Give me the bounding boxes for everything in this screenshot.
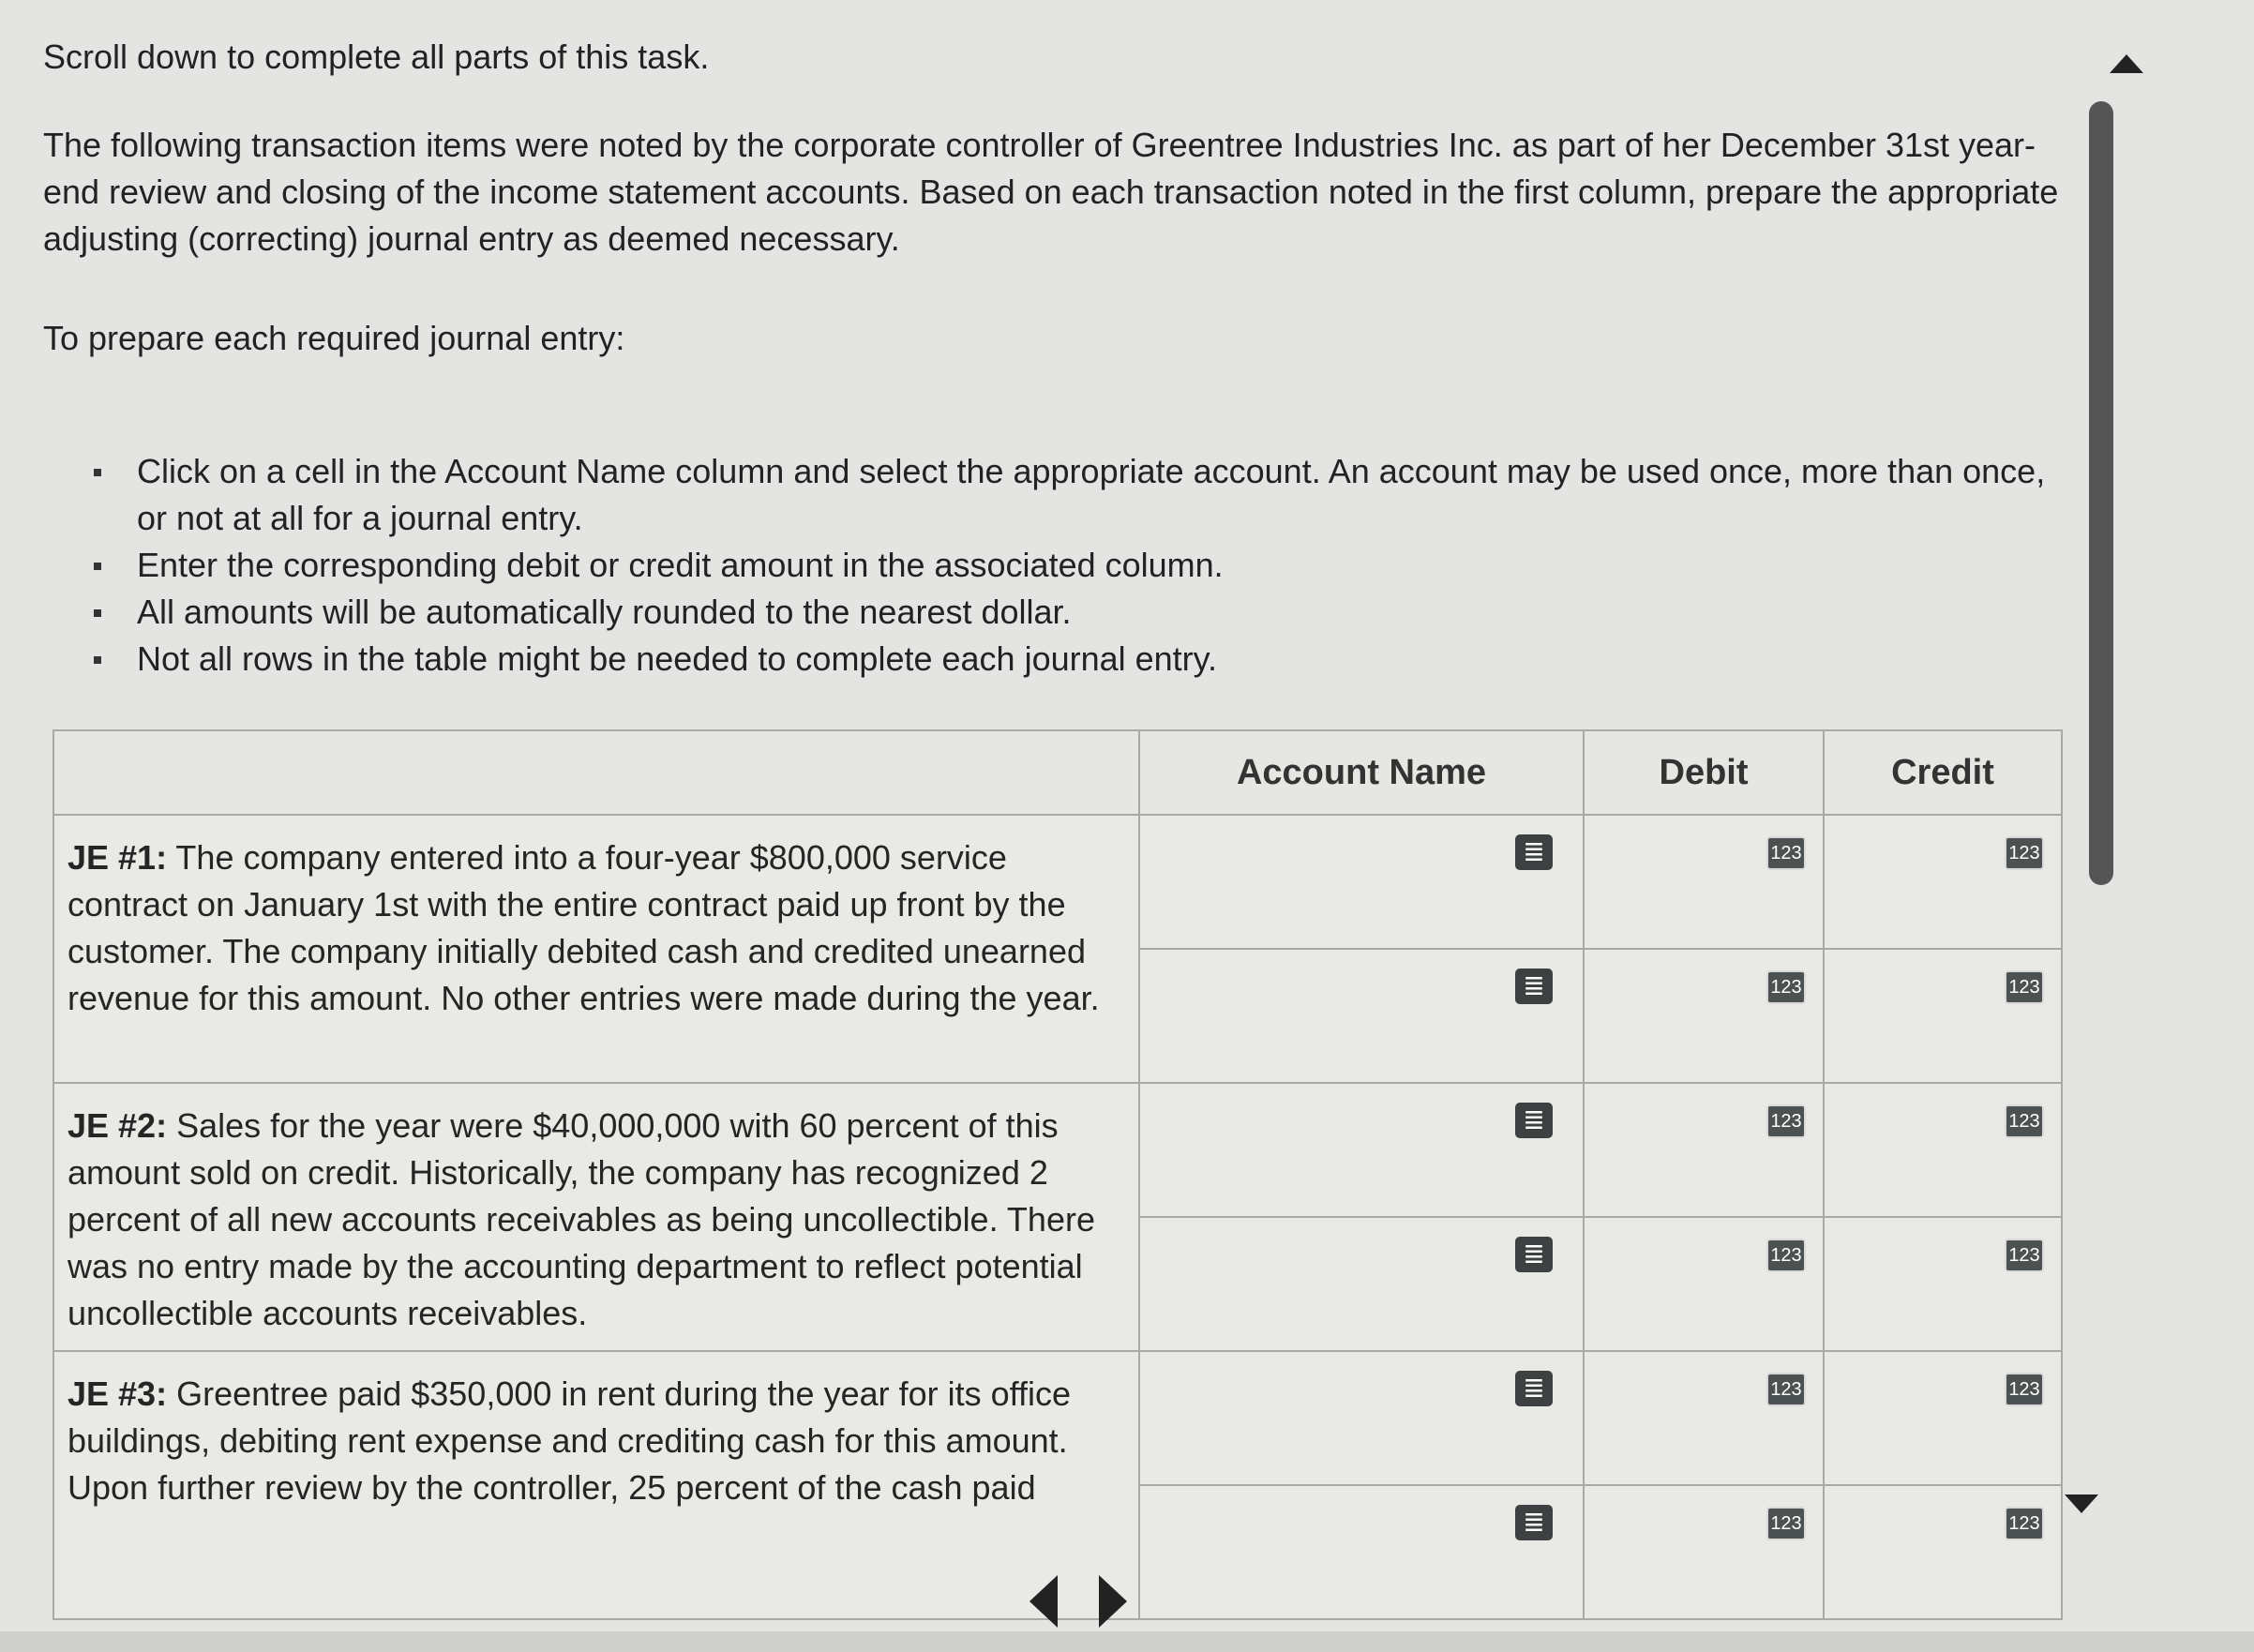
debit-header: Debit [1584,730,1824,815]
instruction-list [84,448,2081,683]
account-name-cell[interactable] [1139,949,1584,1083]
table-row [53,1351,2062,1485]
credit-cell[interactable] [1824,1351,2062,1485]
account-list-icon[interactable]: ≣ [1515,1505,1553,1540]
debit-cell[interactable] [1584,1351,1824,1485]
debit-cell[interactable] [1584,1217,1824,1351]
je-3-description [53,1351,1139,1619]
je-label: JE #3: [68,1374,168,1413]
numeric-entry-icon[interactable]: 123 [2005,970,2044,1004]
numeric-entry-icon[interactable]: 123 [2005,1507,2044,1540]
account-list-icon[interactable]: ≣ [1515,1371,1553,1406]
debit-cell[interactable] [1584,1083,1824,1217]
credit-header: Credit [1824,730,2062,815]
numeric-entry-icon[interactable]: 123 [2005,1373,2044,1406]
account-list-icon[interactable]: ≣ [1515,1237,1553,1272]
account-name-header: Account Name [1139,730,1584,815]
je-text: Sales for the year were $40,000,000 with 60 percent of this amount sold on credit. Historically, the company has recognized 2 percent of all new accounts receivables as being uncollectible. There was no entry made by the accounting department to reflect potential uncollectible accounts receivables. [68,1106,1095,1332]
credit-cell[interactable] [1824,949,2062,1083]
numeric-entry-icon[interactable]: 123 [2005,836,2044,870]
account-name-cell[interactable] [1139,1083,1584,1217]
je-label: JE #1: [68,838,168,877]
numeric-entry-icon[interactable]: 123 [1766,836,1806,870]
je-2-description [53,1083,1139,1351]
todo-heading: To prepare each required journal entry: [43,319,625,357]
instruction-item: Click on a cell in the Account Name column and select the appropriate account. An account may be used once, more than once, or not at all for a journal entry. [84,448,2081,542]
je-1-description [53,815,1139,1083]
numeric-entry-icon[interactable]: 123 [2005,1104,2044,1138]
je-text: Greentree paid $350,000 in rent during the year for its office buildings, debiting rent expense and crediting cash for this amount. Upon further review by the controller, 25 percent of the cash paid [68,1374,1072,1507]
bottom-edge [0,1631,2254,1652]
credit-cell[interactable] [1824,1083,2062,1217]
next-arrow-icon[interactable] [1099,1575,1127,1628]
instruction-item: All amounts will be automatically rounded to the nearest dollar. [84,589,2081,636]
instruction-item: Enter the corresponding debit or credit amount in the associated column. [84,542,2081,589]
scroll-down-arrow-icon[interactable] [2065,1494,2098,1513]
scroll-hint: Scroll down to complete all parts of this task. [43,38,710,76]
debit-cell[interactable] [1584,949,1824,1083]
credit-cell[interactable] [1824,1485,2062,1619]
task-intro: The following transaction items were noted by the corporate controller of Greentree Industries Inc. as part of her December 31st year-end review and closing of the income statement accounts. Based on each transaction noted in the first column, prepare the appropriate adjusting (correcting) journal entry as deemed necessary. [43,126,2059,258]
table-header-row [53,730,2062,815]
journal-entry-table [53,729,2063,1620]
debit-cell[interactable] [1584,815,1824,949]
credit-cell[interactable] [1824,815,2062,949]
account-name-cell[interactable] [1139,1351,1584,1485]
account-name-cell[interactable] [1139,1217,1584,1351]
je-label: JE #2: [68,1106,168,1145]
description-header [53,730,1139,815]
account-name-cell[interactable] [1139,815,1584,949]
numeric-entry-icon[interactable]: 123 [2005,1239,2044,1272]
numeric-entry-icon[interactable]: 123 [1766,1239,1806,1272]
credit-cell[interactable] [1824,1217,2062,1351]
table-row [53,815,2062,949]
scroll-up-arrow-icon[interactable] [2110,54,2143,73]
numeric-entry-icon[interactable]: 123 [1766,970,1806,1004]
previous-arrow-icon[interactable] [1029,1575,1058,1628]
account-list-icon[interactable]: ≣ [1515,969,1553,1004]
account-name-cell[interactable] [1139,1485,1584,1619]
numeric-entry-icon[interactable]: 123 [1766,1373,1806,1406]
je-text: The company entered into a four-year $800,000 service contract on January 1st with the entire contract paid up front by the customer. The company initially debited cash and credited unearned revenue for this amount. No other entries were made during the year. [68,838,1100,1017]
scrollbar-thumb[interactable] [2089,101,2113,885]
numeric-entry-icon[interactable]: 123 [1766,1507,1806,1540]
account-list-icon[interactable]: ≣ [1515,1103,1553,1138]
table-row [53,1083,2062,1217]
debit-cell[interactable] [1584,1485,1824,1619]
numeric-entry-icon[interactable]: 123 [1766,1104,1806,1138]
instruction-item: Not all rows in the table might be needed to complete each journal entry. [84,636,2081,683]
account-list-icon[interactable]: ≣ [1515,834,1553,870]
